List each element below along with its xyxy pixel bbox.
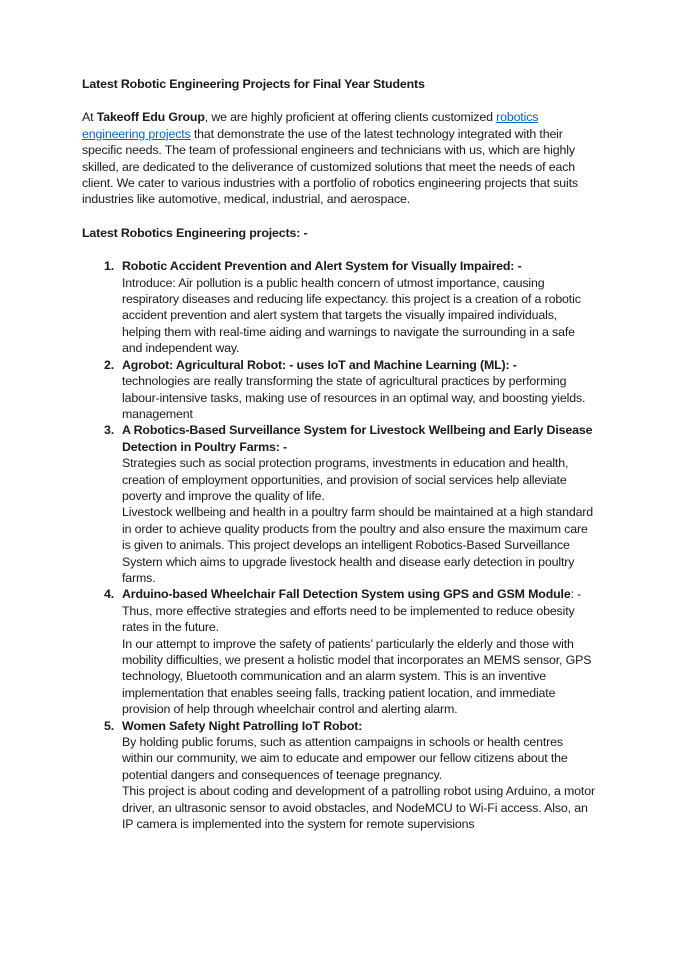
project-paragraph: In our attempt to improve the safety of patients’ particularly the elderly and those with mobility difficulties, we present a holistic model that incorporates an MEMS sensor, GPS technology, Bluetooth communication and an alarm system. This is an inventive implementation that enables seeing falls, tracking patient location, and immediate provision of help through wheelchair control and alerting alarm. xyxy=(122,636,592,717)
project-paragraph: Strategies such as social protection programs, investments in education and health, creation of employment opportunities, and provision of social services help alleviate poverty and improve the quality of life. xyxy=(122,456,569,503)
project-title: Agrobot: Agricultural Robot: - uses IoT and Machine Learning (ML): - xyxy=(122,357,517,372)
project-title xyxy=(122,586,596,602)
intro-text-mid: , we are highly proficient at offering clients customized xyxy=(204,110,497,125)
project-item-4 xyxy=(82,586,596,717)
project-item-1 xyxy=(82,258,596,356)
intro-paragraph xyxy=(82,109,596,207)
project-item-content xyxy=(122,586,596,717)
projects-section-heading: Latest Robotics Engineering projects: - xyxy=(82,225,308,240)
project-item-content xyxy=(122,718,596,833)
item-number: 5. xyxy=(104,718,115,733)
item-number: 2. xyxy=(104,357,115,372)
project-paragraph: Introduce: Air pollution is a public health concern of utmost importance, causing respiratory diseases and reducing life expectancy. this project is a creation of a robotic accident prevention and alert system that targets the visually impaired individuals, helping them with real-time aiding and warnings to navigate the surrounding in a safe and independent way. xyxy=(122,275,581,356)
item-number: 3. xyxy=(104,423,115,438)
project-paragraph: management xyxy=(122,406,193,421)
project-paragraph: Livestock wellbeing and health in a poultry farm should be maintained at a high standard in order to achieve quality products from the poultry and also ensure the maximum care is given to animals. This project develops an intelligent Robotics-Based Surveillance System which aims to upgrade livestock health and disease early detection in poultry farms. xyxy=(122,505,594,585)
project-title-suffix: : - xyxy=(570,587,582,602)
project-title-bold: Arduino-based Wheelchair Fall Detection System using GPS and GSM Module xyxy=(122,587,571,602)
project-paragraph: Thus, more effective strategies and efforts need to be implemented to reduce obesity rates in the future. xyxy=(122,603,575,635)
project-title: Women Safety Night Patrolling IoT Robot: xyxy=(122,718,363,733)
item-number: 4. xyxy=(104,587,115,602)
item-number: 1. xyxy=(104,259,115,274)
robotics-engineering-projects-link[interactable]: robotics engineering projects xyxy=(82,110,539,141)
project-title: A Robotics-Based Surveillance System for Livestock Wellbeing and Early Disease Detection in Poultry Farms: - xyxy=(122,423,593,454)
project-paragraph: technologies are really transforming the state of agricultural practices by performing labour-intensive tasks, making use of resources in an optimal way, and boosting yields. xyxy=(122,374,586,405)
project-item-3 xyxy=(82,422,596,586)
project-title: Robotic Accident Prevention and Alert System for Visually Impaired: - xyxy=(122,259,522,274)
document-title: Latest Robotic Engineering Projects for Final Year Students xyxy=(82,77,425,91)
company-name: Takeoff Edu Group xyxy=(96,110,205,125)
project-item-content xyxy=(122,357,596,423)
intro-text-post: that demonstrate the use of the latest technology integrated with their specific needs. The team of professional engineers and technicians with us, which are highly skilled, are dedicated to the deliverance of customized solutions that meet the needs of each client. We cater to various industries with a portfolio of robotics engineering projects that suits industries like automotive, medical, industrial, and aerospace. xyxy=(82,126,578,207)
projects-list xyxy=(82,258,596,832)
project-paragraph: This project is about coding and development of a patrolling robot using Arduino, a motor driver, an ultrasonic sensor to avoid obstacles, and NodeMCU to Wi-Fi access. Also, an IP camera is implemented into the system for remote supervisions xyxy=(122,784,595,832)
intro-text-pre: At xyxy=(82,110,97,125)
project-item-content xyxy=(122,258,596,356)
project-item-content xyxy=(122,422,596,586)
project-item-2 xyxy=(82,357,596,423)
project-item-5 xyxy=(82,718,596,833)
project-paragraph: By holding public forums, such as attention campaigns in schools or health centres within our community, we aim to educate and empower our fellow citizens about the potential dangers and consequences of teenage pregnancy. xyxy=(122,735,568,782)
